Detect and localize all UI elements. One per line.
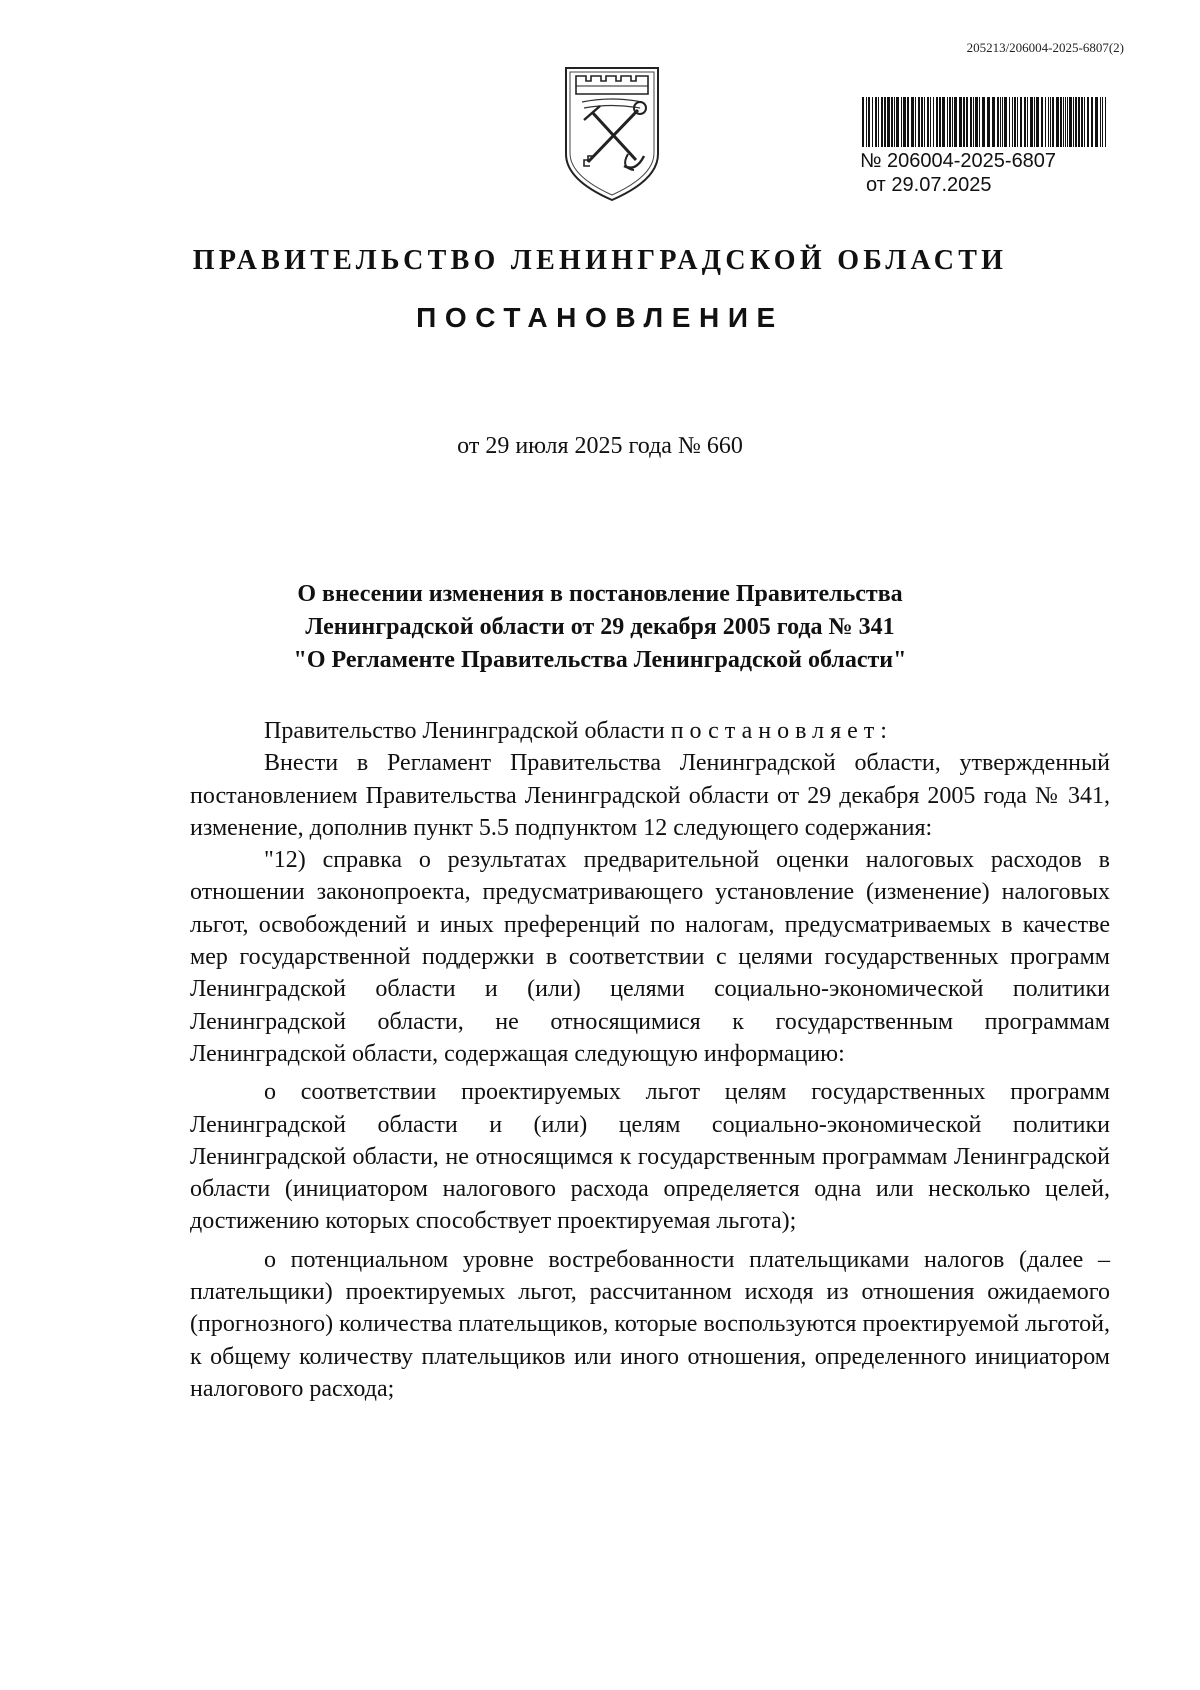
barcode-bar <box>1063 97 1064 147</box>
barcode-bar <box>1014 97 1016 147</box>
barcode-bar <box>878 97 879 147</box>
barcode-bar <box>992 97 995 147</box>
registration-date: от 29.07.2025 <box>866 174 992 196</box>
barcode-bar <box>1081 97 1083 147</box>
barcode-bar <box>1075 97 1077 147</box>
barcode-bar <box>1027 97 1028 147</box>
barcode-bar <box>1060 97 1062 147</box>
barcode-bar <box>891 97 893 147</box>
paragraph: Внести в Регламент Правительства Ленинградской области, утвержденный постановлением Правительства Ленинградской области от 29 декабря 2005 года № 341, изменение, дополнив пункт 5.5 подпунктом 12 следующего содержания: <box>190 750 1110 841</box>
barcode-bar <box>875 97 877 147</box>
barcode-bar <box>947 97 948 147</box>
barcode-bar <box>884 97 886 147</box>
barcode-bar <box>894 97 895 147</box>
barcode-bar <box>1056 97 1059 147</box>
barcode-bar <box>987 97 990 147</box>
barcode-bar <box>1041 97 1043 147</box>
barcode-bar <box>949 97 951 147</box>
barcode-bar <box>866 97 867 147</box>
issuing-authority: ПРАВИТЕЛЬСТВО ЛЕНИНГРАДСКОЙ ОБЛАСТИ <box>192 245 1008 276</box>
barcode-bar <box>970 97 972 147</box>
barcode-bar <box>1030 97 1033 147</box>
barcode-bar <box>1050 97 1051 147</box>
document-date-number: от 29 июля 2025 года № 660 <box>457 433 743 459</box>
barcode-bar <box>1034 97 1035 147</box>
registration-block <box>862 97 1124 197</box>
preamble <box>190 715 1110 747</box>
barcode-bar <box>1078 97 1080 147</box>
barcode-bar <box>868 97 870 147</box>
barcode-bar <box>997 97 999 147</box>
barcode-bar <box>952 97 953 147</box>
barcode-bar <box>1012 97 1013 147</box>
subject-line: О внесении изменения в постановление Правительства <box>297 581 903 607</box>
barcode-bar <box>927 97 929 147</box>
barcode-bar <box>1017 97 1018 147</box>
barcode-bar <box>1052 97 1054 147</box>
barcode-bar <box>1095 97 1098 147</box>
paragraph: о соответствии проектируемых льгот целям государственных программ Ленинградской области и (или) целям социально-экономической политики Ленинградской области, не относящимся к государственным программам Ленинградской области (инициатором налогового расхода определяется одна или несколько целей, достижению которых способствует проектируемая льгота); <box>190 1079 1110 1235</box>
barcode-bar <box>959 97 962 147</box>
barcode-bar <box>1067 97 1068 147</box>
barcode-bar <box>975 97 978 147</box>
barcode-bar <box>862 97 864 147</box>
barcode-bar <box>887 97 890 147</box>
barcode-bar <box>881 97 883 147</box>
paragraph: о потенциальном уровне востребованности плательщиками налогов (далее – плательщики) проектируемых льгот, рассчитанном исходя из отношения ожидаемого (прогнозного) количества плательщиков, которые воспользуются проектируемой льготой, к общему количеству плательщиков или иного отношения, определенного инициатором налогового расхода; <box>190 1246 1110 1402</box>
barcode-bar <box>1000 97 1001 147</box>
barcode-bar <box>963 97 965 147</box>
barcode-bar <box>933 97 934 147</box>
preamble-verb: постановляет: <box>670 718 893 744</box>
barcode-bar <box>1105 97 1106 147</box>
barcode-bar <box>1024 97 1026 147</box>
subject-line: Ленинградской области от 29 декабря 2005 года № 341 <box>305 614 895 640</box>
barcode-bar <box>1100 97 1101 147</box>
barcode-bar <box>1002 97 1003 147</box>
barcode-bar <box>1073 97 1074 147</box>
preamble-subject: Правительство Ленинградской области <box>264 718 665 744</box>
barcode-bar <box>1102 97 1103 147</box>
registration-number: № 206004-2025-6807 <box>860 150 1057 172</box>
paragraph: "12) справка о результатах предварительной оценки налоговых расходов в отношении законопроекта, предусматривающего установление (изменение) налоговых льгот, освобождений и иных преференций по налогам, предусматриваемых в качестве мер государственной поддержки в соответствии с целями государственных программ Ленинградской области и (или) целями социально-экономической политики Ленинградской области, не относящимися к государственным программам Ленинградской области, содержащая следующую информацию: <box>190 847 1110 1067</box>
barcode-bar <box>1084 97 1085 147</box>
barcode-bar <box>903 97 906 147</box>
barcode-bar <box>979 97 980 147</box>
barcode-bar <box>1091 97 1093 147</box>
barcode-bar <box>872 97 873 147</box>
barcode-bar <box>1069 97 1072 147</box>
coat-of-arms-icon <box>562 62 662 204</box>
barcode-bar <box>901 97 902 147</box>
barcode-bar <box>921 97 923 147</box>
barcode-bar <box>982 97 985 147</box>
barcode-bar <box>1048 97 1049 147</box>
barcode-bar <box>1009 97 1010 147</box>
document-body <box>190 715 1110 1405</box>
barcode-bar <box>966 97 968 147</box>
barcode-bar <box>1036 97 1039 147</box>
barcode-bar <box>918 97 920 147</box>
barcode-bar <box>973 97 974 147</box>
barcode-bar <box>1065 97 1066 147</box>
barcode-bar <box>924 97 925 147</box>
barcode-bar <box>942 97 945 147</box>
document-type: ПОСТАНОВЛЕНИЕ <box>416 302 784 333</box>
document-subject <box>150 578 1050 677</box>
barcode-bar <box>1020 97 1022 147</box>
barcode-bar <box>915 97 916 147</box>
barcode-bar <box>1004 97 1007 147</box>
document-reference-code: 205213/206004-2025-6807(2) <box>966 40 1124 55</box>
subject-line: "О Регламенте Правительства Ленинградской области" <box>293 647 907 673</box>
barcode-bar <box>930 97 931 147</box>
barcode-bar <box>1087 97 1089 147</box>
barcode-bar <box>896 97 899 147</box>
barcode-bar <box>907 97 909 147</box>
barcode-bar <box>1045 97 1046 147</box>
barcode-icon <box>862 97 1109 147</box>
barcode-bar <box>911 97 914 147</box>
barcode-bar <box>939 97 941 147</box>
barcode-bar <box>954 97 957 147</box>
barcode-bar <box>936 97 938 147</box>
